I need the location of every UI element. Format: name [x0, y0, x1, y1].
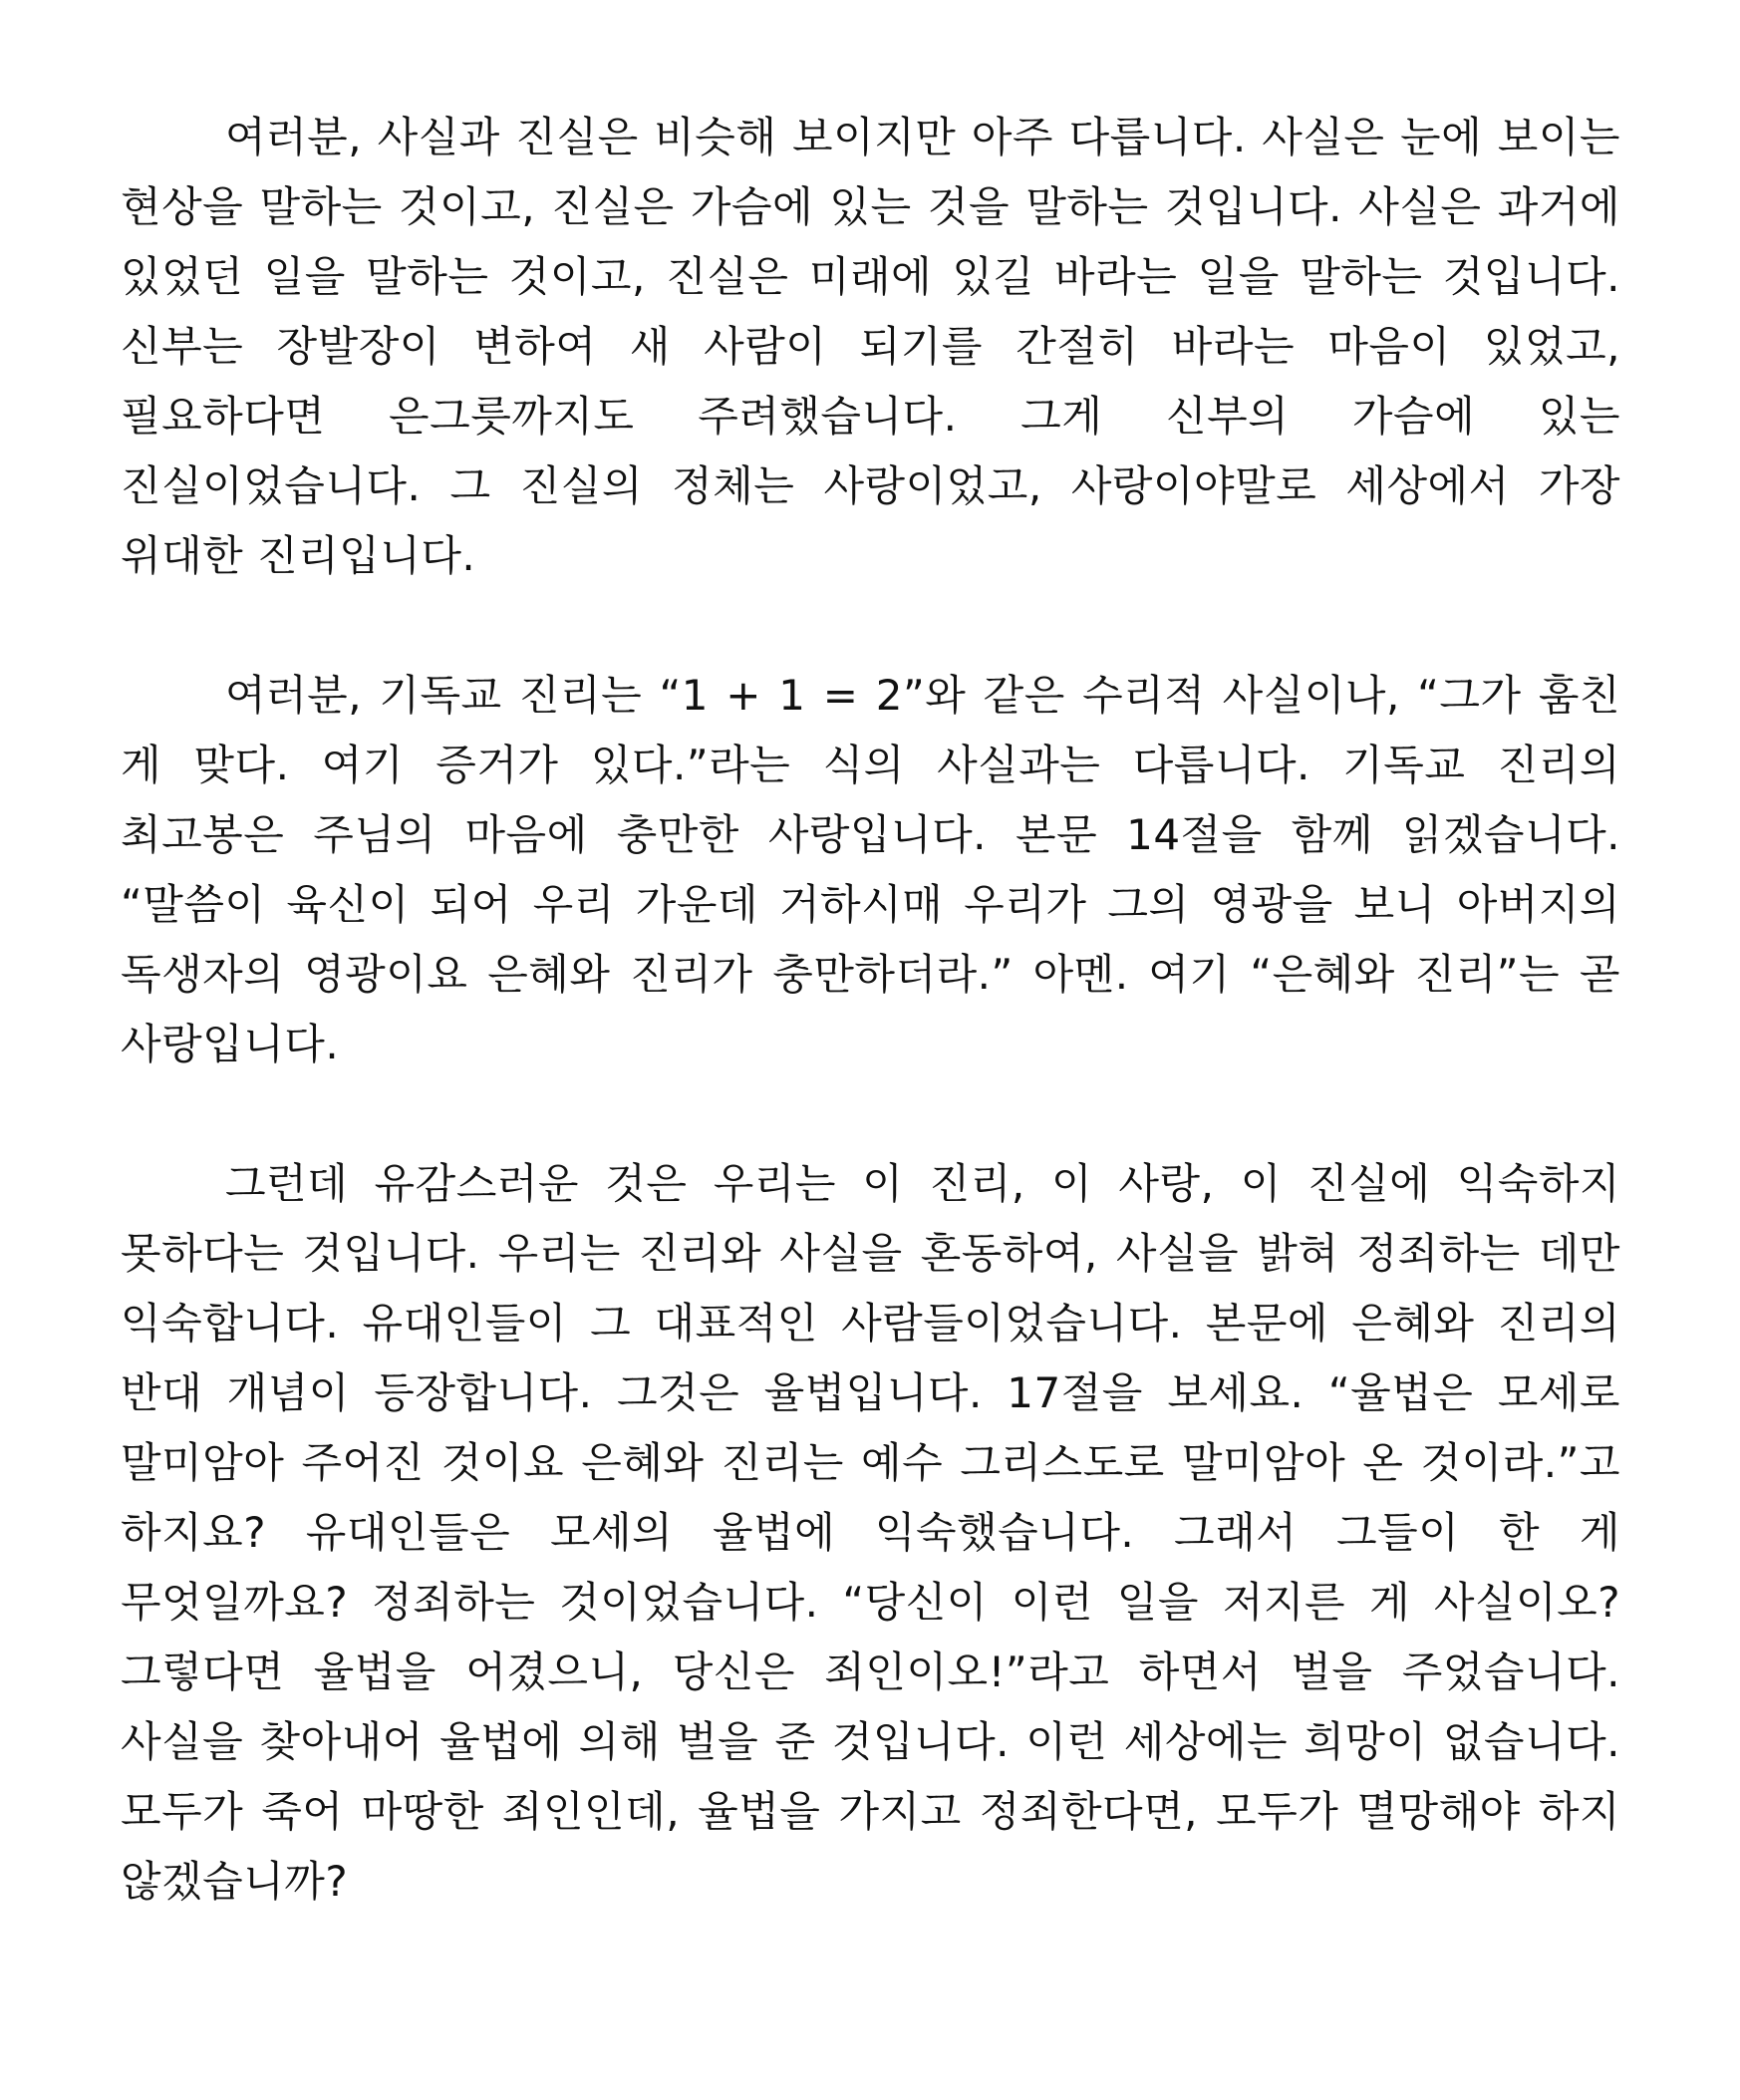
paragraph-christian-truth: 여러분, 기독교 진리는 “1 + 1 = 2”와 같은 수리적 사실이나, “그가 훔친 게 맞다. 여기 증거가 있다.”라는 식의 사실과는 다릅니다. 기독교 진리의 최고봉은 주님의 마음에 충만한 사랑입니다. 본문 14절을 함께 읽겠습니다. “말씀이 육신이 되어 우리 가운데 거하시매 우리가 그의 영광을 보니 아버지의 독생자의 영광이요 은혜와 진리가 충만하더라.” 아멘. 여기 “은혜와 진리”는 곧 사랑입니다.	[121, 671, 1620, 1068]
paragraph-fact-vs-truth: 여러분, 사실과 진실은 비슷해 보이지만 아주 다릅니다. 사실은 눈에 보이는 현상을 말하는 것이고, 진실은 가슴에 있는 것을 말하는 것입니다. 사실은 과거에 있었던 일을 말하는 것이고, 진실은 미래에 있길 바라는 일을 말하는 것입니다. 신부는 장발장이 변하여 새 사람이 되기를 간절히 바라는 마음이 있었고, 필요하다면 은그릇까지도 주려했습니다. 그게 신부의 가슴에 있는 진실이었습니다. 그 진실의 정체는 사랑이었고, 사랑이야말로 세상에서 가장 위대한 진리입니다.	[121, 113, 1620, 580]
paragraph-law-and-judgment: 그런데 유감스러운 것은 우리는 이 진리, 이 사랑, 이 진실에 익숙하지 못하다는 것입니다. 우리는 진리와 사실을 혼동하여, 사실을 밝혀 정죄하는 데만 익숙합니다. 유대인들이 그 대표적인 사람들이었습니다. 본문에 은혜와 진리의 반대 개념이 등장합니다. 그것은 율법입니다. 17절을 보세요. “율법은 모세로 말미암아 주어진 것이요 은혜와 진리는 예수 그리스도로 말미암아 온 것이라.”고 하지요? 유대인들은 모세의 율법에 익숙했습니다. 그래서 그들이 한 게 무엇일까요? 정죄하는 것이었습니다. “당신이 이런 일을 저지른 게 사실이오? 그렇다면 율법을 어겼으니, 당신은 죄인이오!”라고 하면서 벌을 주었습니다. 사실을 찾아내어 율법에 의해 벌을 준 것입니다. 이런 세상에는 희망이 없습니다. 모두가 죽어 마땅한 죄인인데, 율법을 가지고 정죄한다면, 모두가 멸망해야 하지 않겠습니까?	[121, 1159, 1620, 1906]
document-page	[121, 103, 1620, 1917]
